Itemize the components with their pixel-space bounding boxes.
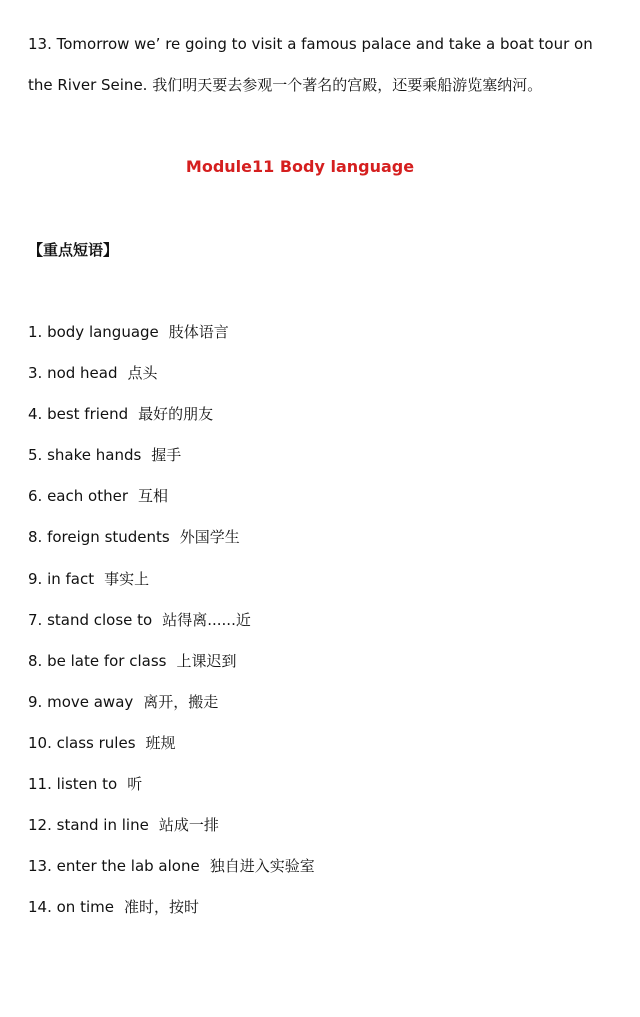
phrase-english: 9. in fact	[28, 569, 95, 588]
phrase-chinese: 外国学生	[179, 528, 240, 547]
phrase-item	[28, 486, 315, 527]
phrase-english: 1. body language	[28, 323, 159, 341]
phrase-item	[28, 815, 315, 856]
phrase-chinese: 事实上	[104, 569, 150, 588]
phrase-item	[28, 363, 315, 404]
phrase-chinese: 上课迟到	[176, 651, 237, 670]
phrase-english: 9. move away	[28, 692, 134, 711]
phrase-list	[28, 322, 315, 938]
phrase-english: 5. shake hands	[28, 446, 142, 465]
section-heading: 【重点短语】	[28, 241, 119, 259]
phrase-item	[28, 651, 315, 692]
phrase-item	[28, 897, 315, 938]
intro-sentence-line-1: 13. Tomorrow we’ re going to visit a famous palace and take a boat tour on	[28, 35, 593, 53]
phrase-english: 3. nod head	[28, 364, 118, 383]
phrase-english: 10. class rules	[28, 733, 136, 752]
phrase-english: 13. enter the lab alone	[28, 857, 200, 876]
phrase-item	[28, 569, 315, 610]
phrase-chinese: 独自进入实验室	[209, 857, 315, 876]
phrase-english: 11. listen to	[28, 775, 118, 794]
phrase-english: 7. stand close to	[28, 610, 153, 629]
phrase-item	[28, 610, 315, 651]
phrase-chinese: 握手	[151, 446, 182, 465]
phrase-english: 6. each other	[28, 487, 128, 506]
phrase-chinese: 离开，搬走	[143, 692, 219, 711]
intro-sentence-line-2: the River Seine. 我们明天要去参观一个著名的宫殿，还要乘船游览塞纳河。	[28, 76, 543, 94]
phrase-chinese: 点头	[127, 364, 158, 383]
phrase-chinese: 站成一排	[158, 816, 219, 835]
phrase-item	[28, 322, 315, 363]
phrase-item	[28, 404, 315, 445]
phrase-item	[28, 733, 315, 774]
phrase-chinese: 班规	[145, 733, 176, 752]
phrase-chinese: 互相	[137, 487, 168, 506]
phrase-english: 14. on time	[28, 898, 114, 917]
phrase-item	[28, 774, 315, 815]
phrase-item	[28, 445, 315, 486]
phrase-english: 12. stand in line	[28, 816, 149, 835]
phrase-chinese: 最好的朋友	[138, 405, 214, 424]
phrase-english: 8. be late for class	[28, 651, 167, 670]
phrase-item	[28, 692, 315, 733]
phrase-chinese: 站得离......近	[162, 610, 251, 629]
phrase-english: 4. best friend	[28, 405, 129, 424]
phrase-chinese: 肢体语言	[168, 323, 229, 341]
module-title: Module11 Body language	[185, 157, 415, 176]
phrase-chinese: 听	[127, 775, 143, 794]
phrase-english: 8. foreign students	[28, 528, 170, 547]
phrase-item	[28, 856, 315, 897]
phrase-chinese: 准时，按时	[123, 898, 199, 917]
phrase-item	[28, 527, 315, 568]
